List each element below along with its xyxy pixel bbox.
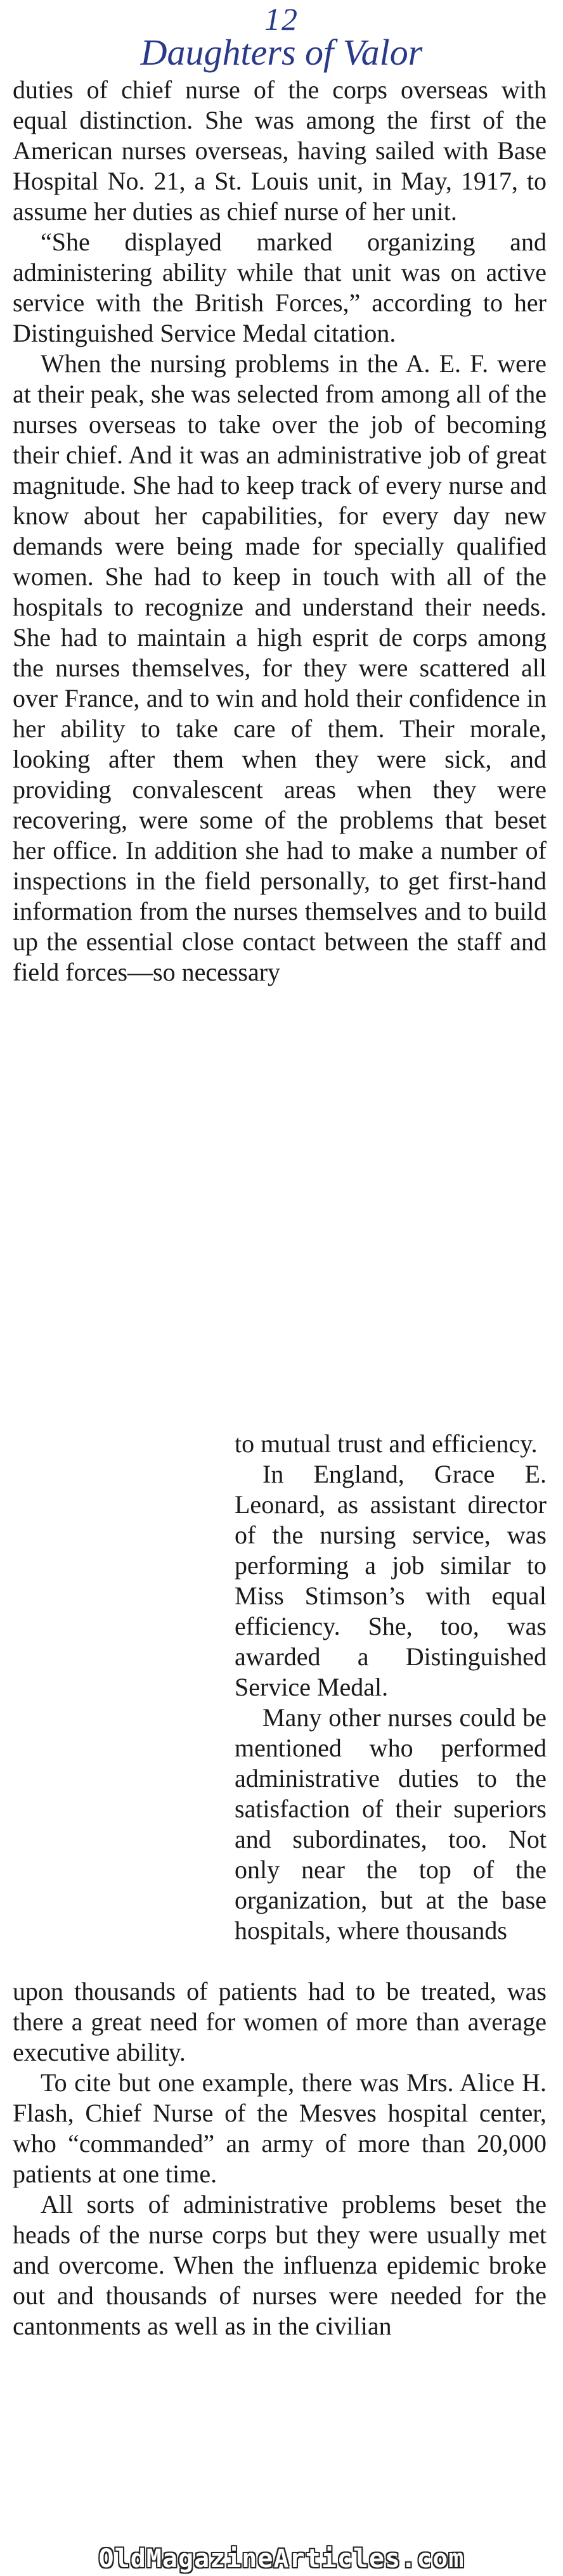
paragraph: All sorts of administrative problems beset the heads of the nurse corps but they were usually met and overcome. When the influenza epidemic broke out and thousands of nurses were needed for the cantonments as well as in the civilian	[13, 2190, 547, 2340]
running-title: Daughters of Valor	[140, 32, 423, 73]
article-body-bottom	[13, 1976, 547, 2341]
page-number: 12	[264, 1, 299, 37]
paragraph: upon thousands of patients had to be treated, was there a great need for women of more than average executive ability.	[13, 1977, 547, 2066]
paragraph: Many other nurses could be mentioned who performed administrative duties to the satisfaction of their superiors and subordinates, too. Not only near the top of the organization, but at the base hospitals, where thousands	[235, 1703, 547, 1945]
paragraph: duties of chief nurse of the corps overseas with equal distinction. She was among the first of the American nurses overseas, having sailed with Base Hospital No. 21, a St. Louis unit, in May, 1917, to assume her duties as chief nurse of her unit.	[13, 75, 547, 226]
paragraph: When the nursing problems in the A. E. F. were at their peak, she was selected from among all of the nurses overseas to take over the job of becoming their chief. And it was an administrative job of great magnitude. She had to keep track of every nurse and know about her capabilities, for every day new demands were being made for specially qualified women. She had to keep in touch with all of the hospitals to recognize and understand their needs. She had to maintain a high esprit de corps among the nurses themselves, for they were scattered all over France, and to win and hold their confidence in her ability to take care of them. Their morale, looking after them when they were sick, and providing convalescent areas when they were recovering, were some of the problems that beset her office. In addition she had to make a number of inspections in the field personally, to get first-hand information from the nurses themselves and to build up the essential close contact between the staff and field forces—so necessary	[13, 349, 547, 986]
article-body-narrow-column	[235, 1429, 547, 1946]
paragraph: to mutual trust and efficiency.	[235, 1429, 538, 1458]
paragraph: To cite but one example, there was Mrs. Alice H. Flash, Chief Nurse of the Mesves hospital center, who “commanded” an army of more than 20,000 patients at one time.	[13, 2068, 547, 2188]
paragraph: “She displayed marked organizing and administering ability while that unit was on active service with the British Forces,” according to her Distinguished Service Medal citation.	[13, 228, 547, 347]
paragraph: In England, Grace E. Leonard, as assistant director of the nursing service, was performing a job similar to Miss Stimson’s with equal efficiency. She, too, was awarded a Distinguished Service Medal.	[235, 1460, 547, 1701]
article-body-top	[13, 75, 547, 988]
site-watermark: OldMagazineArticles.com	[98, 2544, 465, 2573]
